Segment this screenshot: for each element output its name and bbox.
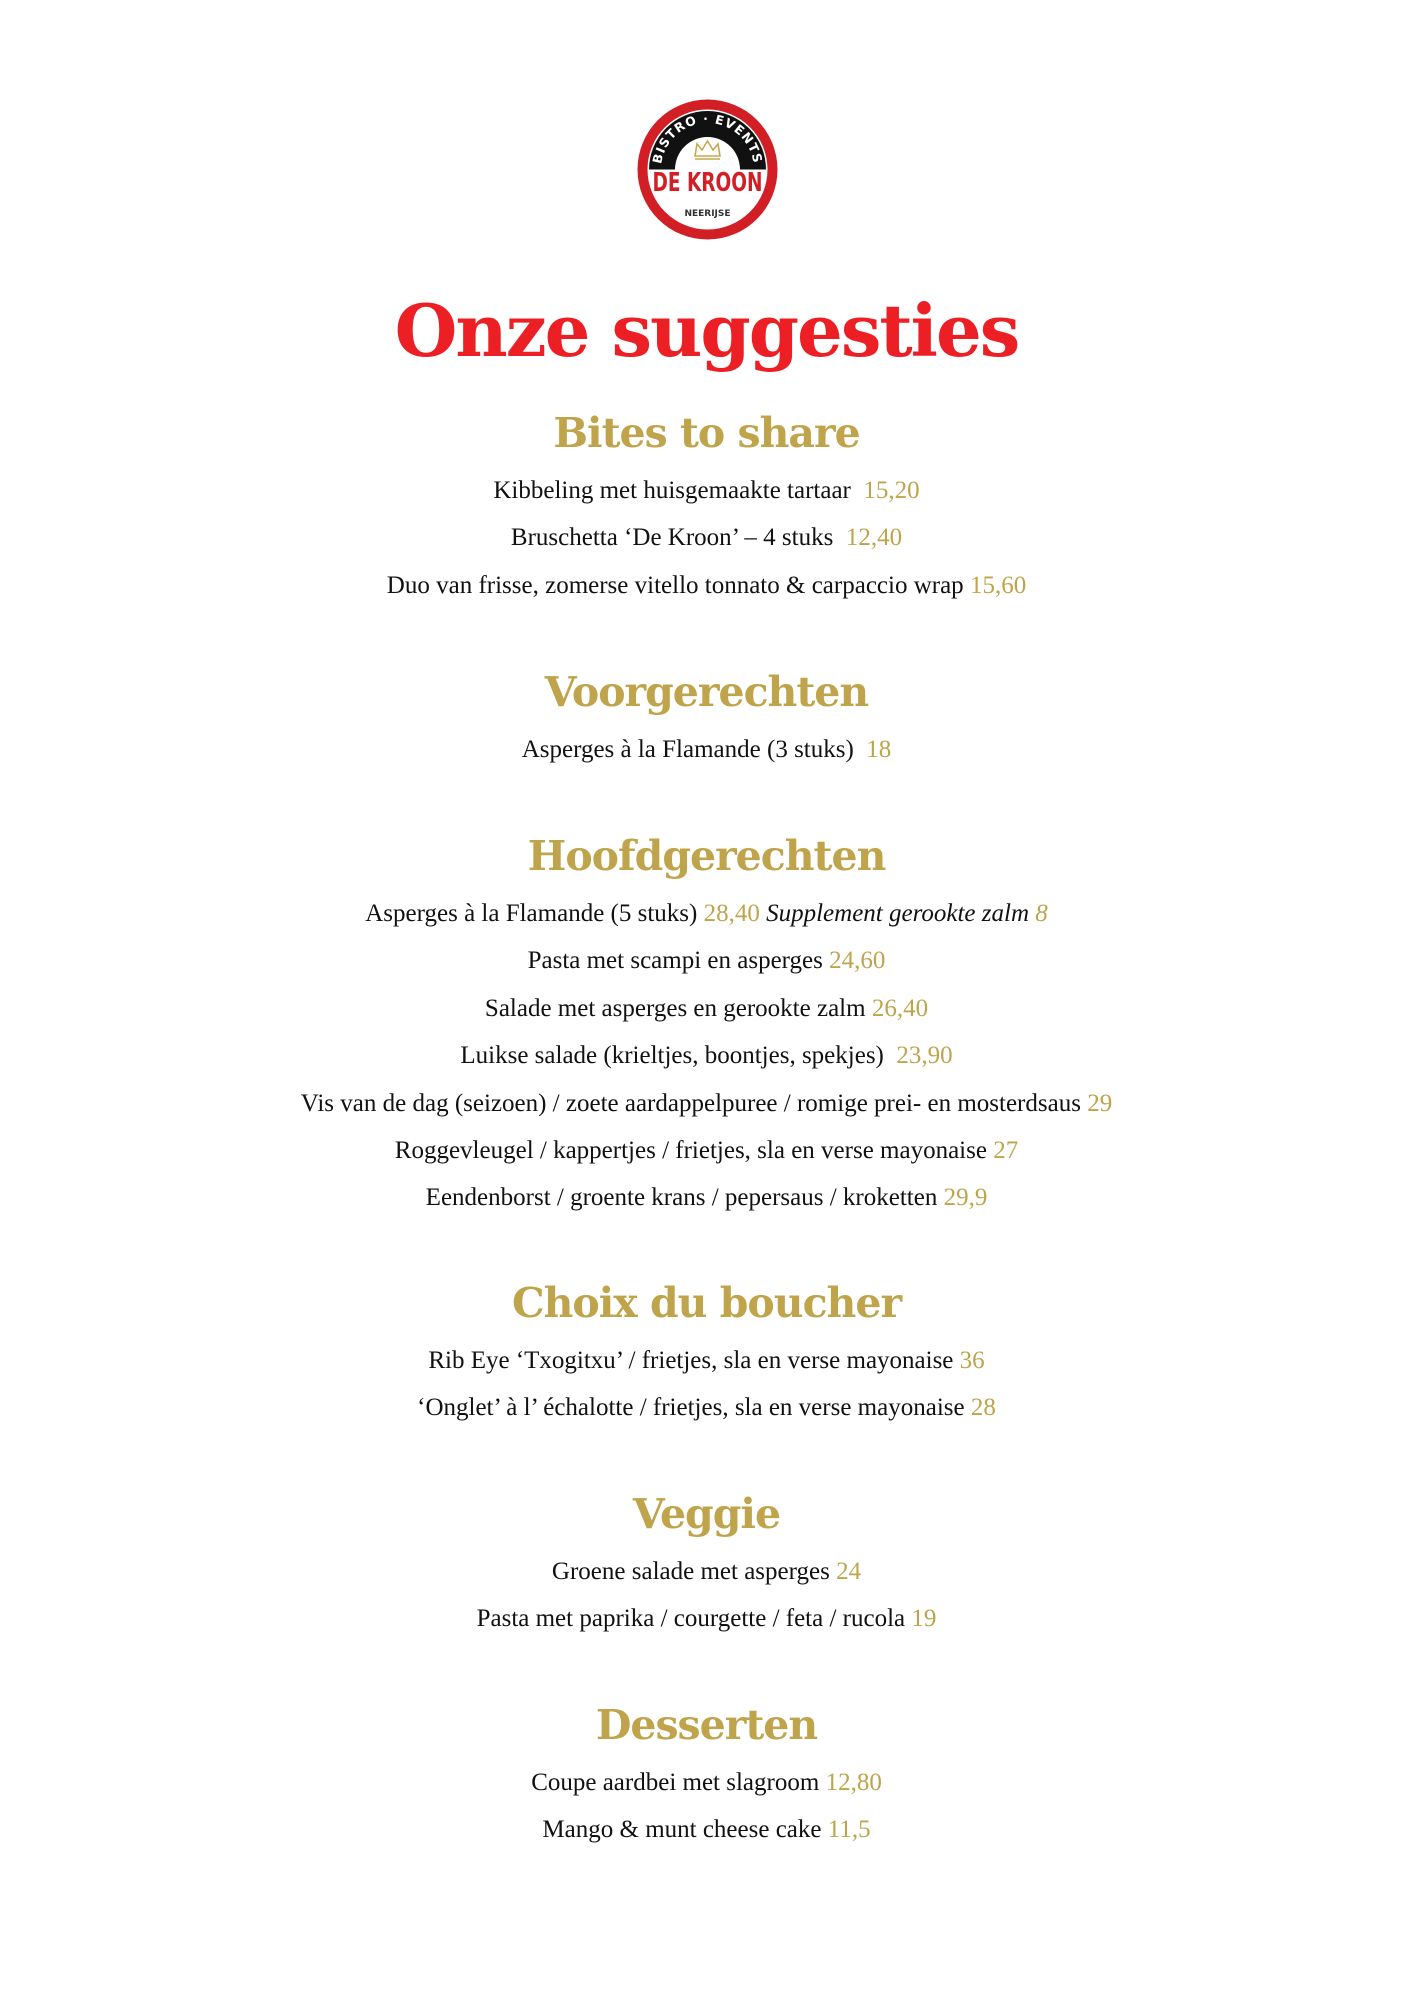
item-price: 29,9 <box>943 1184 988 1212</box>
item-price: 24,60 <box>829 947 886 975</box>
menu-item <box>0 985 1413 1032</box>
section-choix-du-boucher <box>0 1279 1413 1432</box>
restaurant-logo <box>636 98 779 241</box>
supplement-price: 8 <box>1035 900 1048 927</box>
item-price: 11,5 <box>827 1816 871 1844</box>
item-name: Bruschetta ‘De Kroon’ – 4 stuks <box>510 524 834 552</box>
item-name: Duo van frisse, zomerse vitello tonnato & carpaccio wrap <box>386 571 964 599</box>
item-price: 27 <box>993 1137 1019 1165</box>
logo-name: DE KROON <box>652 168 763 198</box>
section-bites-to-share <box>0 409 1413 609</box>
item-name: Eendenborst / groente krans / pepersaus / kroketten <box>425 1184 938 1212</box>
menu-item <box>0 467 1413 514</box>
section-heading: Voorgerechten <box>544 668 869 716</box>
item-name: Asperges à la Flamande (5 stuks) <box>365 900 698 927</box>
item-price: 12,40 <box>845 524 903 552</box>
item-name: Pasta met paprika / courgette / feta / rucola <box>476 1605 906 1633</box>
menu-item <box>0 1806 1413 1853</box>
item-name: Luikse salade (krieltjes, boontjes, spekjes) <box>460 1042 884 1070</box>
section-veggie <box>0 1490 1413 1643</box>
menu-item <box>0 726 1413 773</box>
menu-item <box>0 1127 1413 1174</box>
item-name: ‘Onglet’ à l’ échalotte / frietjes, sla en verse mayonaise <box>417 1394 965 1422</box>
menu-item <box>0 1337 1413 1384</box>
item-supplement: Supplement gerookte zalm <box>766 900 1029 927</box>
item-name: Asperges à la Flamande (3 stuks) <box>521 736 854 763</box>
menu-item <box>0 1759 1413 1806</box>
menu-item <box>0 890 1413 937</box>
item-name: Pasta met scampi en asperges <box>527 947 823 975</box>
item-name: Vis van de dag (seizoen) / zoete aardappelpuree / romige prei- en mosterdsaus <box>300 1089 1081 1117</box>
menu-item <box>0 937 1413 984</box>
item-price: 19 <box>911 1605 937 1633</box>
item-price: 28,40 <box>703 900 760 927</box>
menu-item <box>0 1080 1413 1127</box>
item-name: Coupe aardbei met slagroom <box>531 1769 820 1796</box>
item-price: 29 <box>1087 1089 1113 1117</box>
menu-item <box>0 1384 1413 1431</box>
item-name: Salade met asperges en gerookte zalm <box>484 994 866 1022</box>
menu-item <box>0 1548 1413 1595</box>
section-heading: Choix du boucher <box>511 1279 902 1327</box>
item-name: Roggevleugel / kappertjes / frietjes, sla en verse mayonaise <box>394 1137 987 1165</box>
section-heading: Veggie <box>632 1490 781 1538</box>
item-price: 18 <box>866 736 892 763</box>
menu-item <box>0 1174 1413 1221</box>
item-price: 26,40 <box>871 994 929 1022</box>
item-name: Groene salade met asperges <box>551 1558 830 1585</box>
section-voorgerechten <box>0 668 1413 773</box>
page-title: Onze suggesties <box>394 288 1019 373</box>
section-heading: Bites to share <box>553 409 860 457</box>
menu-item <box>0 1032 1413 1079</box>
logo-place: NEERIJSE <box>684 209 731 219</box>
section-hoofdgerechten <box>0 832 1413 1222</box>
section-heading: Hoofdgerechten <box>527 832 886 880</box>
item-name: Kibbeling met huisgemaakte tartaar <box>493 477 851 504</box>
menu-item <box>0 514 1413 561</box>
logo-arc-text: BISTRO · EVENTS <box>649 110 766 165</box>
item-price: 15,20 <box>863 477 920 504</box>
menu-item <box>0 1595 1413 1642</box>
item-price: 12,80 <box>825 1769 882 1796</box>
item-price: 28 <box>970 1394 996 1422</box>
item-name: Mango & munt cheese cake <box>542 1816 822 1844</box>
item-name: Rib Eye ‘Txogitxu’ / frietjes, sla en verse mayonaise <box>428 1347 954 1374</box>
item-price: 24 <box>836 1558 862 1585</box>
menu-item <box>0 562 1413 609</box>
item-price: 15,60 <box>969 571 1027 599</box>
item-price: 36 <box>959 1347 985 1374</box>
section-heading: Desserten <box>595 1701 818 1749</box>
item-price: 23,90 <box>896 1042 953 1070</box>
section-desserten <box>0 1701 1413 1854</box>
